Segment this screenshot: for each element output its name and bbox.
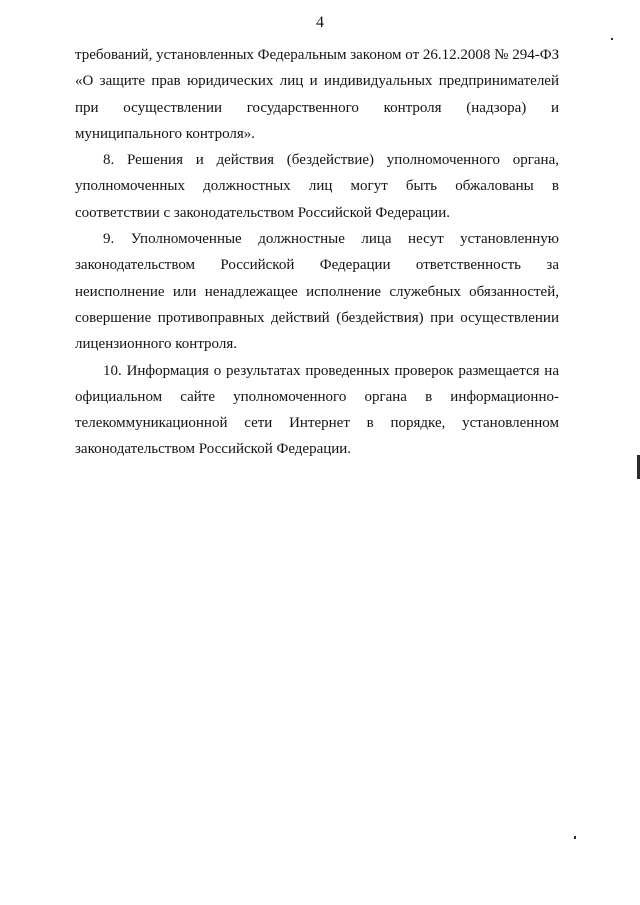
text-line: муниципального контроля». bbox=[75, 125, 256, 142]
text-line: 9. Уполномоченные должностные лица несут установленную bbox=[103, 231, 559, 248]
text-line: соответствии с законодательством Российской Федерации. bbox=[75, 204, 450, 221]
text-line: неисполнение или ненадлежащее исполнение служебных обязанностей, bbox=[75, 283, 559, 300]
text-line: лицензионного контроля. bbox=[75, 336, 237, 353]
text-line: совершение противоправных действий (бездействия) при осуществлении bbox=[75, 309, 559, 326]
text-line: официальном сайте уполномоченного органа в информационно- bbox=[75, 388, 559, 405]
page-number: 4 bbox=[316, 14, 324, 31]
text-line: телекоммуникационной сети Интернет в порядке, установленном bbox=[75, 415, 559, 432]
text-line: при осуществлении государственного контроля (надзора) и bbox=[75, 99, 559, 116]
text-line: уполномоченных должностных лиц могут быть обжалованы в bbox=[75, 178, 559, 195]
text-line: законодательством Российской Федерации ответственность за bbox=[75, 257, 559, 274]
scan-speck bbox=[611, 38, 613, 40]
text-line: законодательством Российской Федерации. bbox=[75, 441, 352, 458]
text-line: 8. Решения и действия (бездействие) уполномоченного органа, bbox=[103, 152, 559, 169]
text-line: «О защите прав юридических лиц и индивидуальных предпринимателей bbox=[75, 73, 559, 90]
paragraph-10 bbox=[75, 358, 559, 463]
text-line: 10. Информация о результатах проведенных проверок размещается на bbox=[103, 362, 559, 379]
scan-speck bbox=[574, 836, 576, 839]
document-body bbox=[75, 42, 559, 463]
text-line: требований, установленных Федеральным законом от 26.12.2008 № 294-ФЗ bbox=[75, 47, 560, 63]
paragraph-9 bbox=[75, 226, 559, 357]
paragraph-continuation bbox=[75, 42, 559, 147]
paragraph-8 bbox=[75, 147, 559, 226]
